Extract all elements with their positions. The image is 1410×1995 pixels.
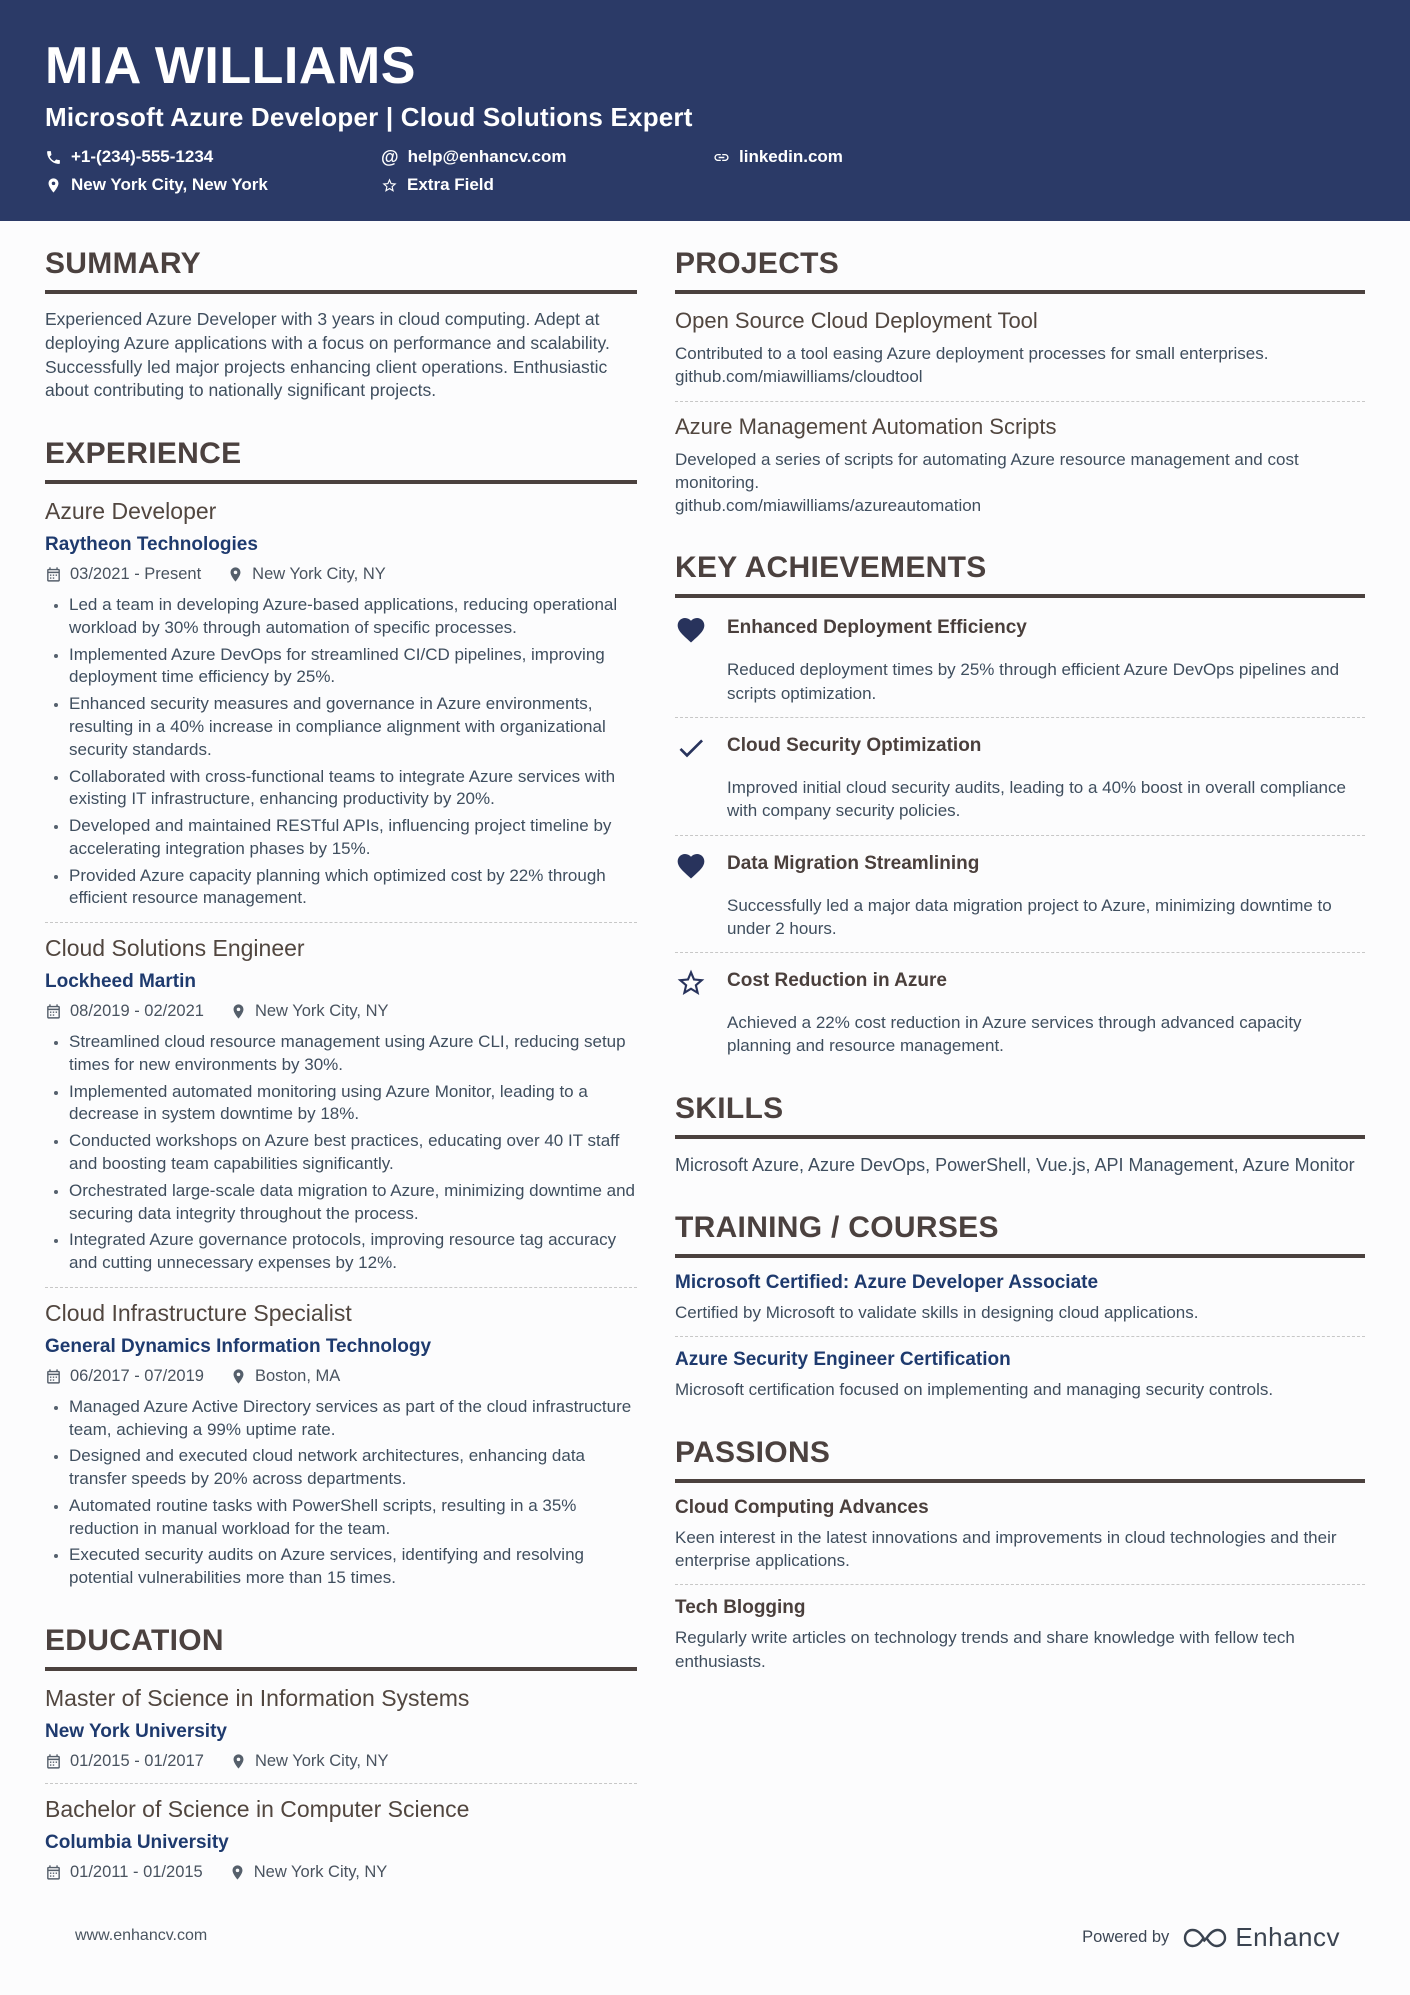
project-title: Azure Management Automation Scripts [675, 413, 1057, 439]
job-bullet: • Conducted workshops on Azure best practices, educating over 40 IT staff and boosting team capabilities significantly. [69, 1130, 637, 1176]
contact-email[interactable] [381, 147, 713, 167]
star-icon [381, 177, 398, 194]
degree-location-label: New York City, NY [253, 1862, 388, 1881]
candidate-headline: Microsoft Azure Developer | Cloud Solutions Expert [45, 102, 693, 132]
experience-entry [45, 935, 637, 1275]
entry-divider [45, 1287, 637, 1288]
at-icon: @ [381, 147, 399, 167]
achievement-entry [675, 965, 1365, 1058]
achievement-title: Data Migration Streamlining [727, 852, 980, 874]
summary-text: Experienced Azure Developer with 3 years in cloud computing. Adept at deploying Azure applications with a focus on performance and scalability. Successfully led major projects enhancing client operations. Enthusiastic about contributing to nationally significant projects. [45, 309, 610, 401]
contact-linkedin-label: linkedin.com [739, 147, 843, 166]
project-entry [675, 308, 1365, 389]
heart-icon [675, 848, 727, 887]
contact-phone [45, 147, 381, 167]
job-bullet: • Led a team in developing Azure-based applications, reducing operational workload by 30% through automation of specific processes. [69, 594, 637, 640]
job-bullet: • Automated routine tasks with PowerShell scripts, resulting in a 35% reduction in manual workload for the team. [69, 1495, 637, 1541]
achievements-section [675, 551, 1365, 1057]
course-title: Microsoft Certified: Azure Developer Associate [675, 1272, 1099, 1294]
contact-linkedin[interactable] [713, 147, 1365, 167]
enhancv-brand[interactable] [1183, 1922, 1340, 1953]
project-title: Open Source Cloud Deployment Tool [675, 308, 1038, 333]
passions-section [675, 1436, 1365, 1673]
passion-title: Cloud Computing Advances [675, 1496, 929, 1518]
job-bullet: • Collaborated with cross-functional teams to integrate Azure services with existing IT infrastructure, enhancing productivity by 20%. [69, 766, 637, 812]
contact-extra-label: Extra Field [407, 175, 494, 194]
passion-title: Tech Blogging [675, 1597, 806, 1619]
location-icon [45, 177, 62, 194]
course-description: Certified by Microsoft to validate skills in designing cloud applications. [675, 1303, 1199, 1323]
summary-heading: SUMMARY [45, 247, 637, 294]
job-meta [45, 1002, 637, 1021]
link-icon [713, 149, 730, 166]
location-icon [230, 1368, 247, 1385]
heart-icon [675, 612, 727, 651]
achievement-description: Reduced deployment times by 25% through efficient Azure DevOps pipelines and scripts optimization. [727, 660, 1340, 703]
star-outline-icon [675, 965, 727, 1004]
project-entry [675, 414, 1365, 518]
project-description [675, 342, 1365, 389]
summary-section [45, 247, 637, 403]
job-location-label: New York City, NY [252, 565, 386, 584]
enhancv-logo-icon [1183, 1923, 1227, 1953]
job-location [227, 565, 386, 584]
achievement-description: Achieved a 22% cost reduction in Azure services through advanced capacity planning and resource management. [727, 1013, 1302, 1056]
job-bullet: • Integrated Azure governance protocols, improving resource tag accuracy and cutting unnecessary expenses by 12%. [69, 1229, 637, 1275]
course-description: Microsoft certification focused on implementing and managing security controls. [675, 1380, 1274, 1400]
degree-location-label: New York City, NY [254, 1751, 389, 1770]
job-bullet: • Developed and maintained RESTful APIs, influencing project timeline by accelerating integration phases by 15%. [69, 815, 637, 861]
skills-list: Microsoft Azure, Azure DevOps, PowerShell, Vue.js, API Management, Azure Monitor [675, 1154, 1355, 1175]
degree-school: New York University [45, 1720, 227, 1742]
passion-entry [675, 1597, 1365, 1673]
entry-divider [675, 952, 1365, 953]
job-location-label: New York City, NY [254, 1002, 389, 1021]
job-meta [45, 1367, 637, 1386]
job-bullet: • Managed Azure Active Directory services as part of the cloud infrastructure team, achieving a 99% uptime rate. [69, 1396, 637, 1442]
course-entry [675, 1272, 1365, 1324]
job-title: Cloud Solutions Engineer [45, 935, 305, 962]
achievement-description: Improved initial cloud security audits, leading to a 40% boost in overall compliance with company security policies. [727, 777, 1346, 821]
degree-title: Bachelor of Science in Computer Science [45, 1795, 470, 1822]
projects-heading: PROJECTS [675, 247, 1365, 294]
project-link[interactable]: github.com/miawilliams/azureautomation [675, 496, 982, 516]
degree-meta [45, 1863, 637, 1882]
powered-by-label: Powered by [1082, 1928, 1170, 1946]
resume-header [0, 0, 1410, 221]
training-section [675, 1211, 1365, 1402]
entry-divider [45, 1783, 637, 1784]
phone-icon [45, 149, 62, 166]
calendar-icon [45, 566, 62, 583]
job-bullets [45, 1396, 637, 1590]
entry-divider [675, 401, 1365, 402]
job-location-label: Boston, MA [254, 1366, 341, 1385]
skills-section [675, 1092, 1365, 1177]
location-icon [230, 1753, 247, 1770]
contact-email-label: help@enhancv.com [407, 147, 567, 166]
candidate-name: MIA WILLIAMS [45, 37, 416, 95]
job-bullet: • Implemented automated monitoring using Azure Monitor, leading to a decrease in system downtime by 18%. [69, 1081, 637, 1127]
entry-divider [675, 1584, 1365, 1585]
job-dates-label: 08/2019 - 02/2021 [70, 1002, 204, 1021]
job-company: General Dynamics Information Technology [45, 1335, 432, 1357]
location-icon [227, 566, 244, 583]
degree-dates [45, 1863, 203, 1882]
achievement-entry [675, 848, 1365, 941]
achievement-title: Enhanced Deployment Efficiency [727, 617, 1027, 639]
footer-branding[interactable] [1082, 1922, 1340, 1953]
entry-divider [675, 835, 1365, 836]
passion-description: Keen interest in the latest innovations and improvements in cloud technologies and their enterprise applications. [675, 1527, 1337, 1570]
job-title: Azure Developer [45, 498, 217, 525]
degree-title: Master of Science in Information Systems [45, 1684, 470, 1711]
contact-location [45, 175, 381, 195]
passion-entry [675, 1497, 1365, 1573]
job-dates-label: 06/2017 - 07/2019 [70, 1366, 204, 1385]
project-description-text: Developed a series of scripts for automating Azure resource management and cost monitoring. [675, 449, 1299, 492]
passion-description: Regularly write articles on technology trends and share knowledge with fellow tech enthusiasts. [675, 1628, 1295, 1671]
job-location [230, 1367, 340, 1386]
education-entry [45, 1685, 637, 1771]
contact-grid [45, 147, 1365, 195]
job-location [230, 1002, 389, 1021]
course-title: Azure Security Engineer Certification [675, 1349, 1011, 1371]
right-column [675, 247, 1365, 1916]
entry-divider [45, 922, 637, 923]
education-heading: EDUCATION [45, 1624, 637, 1671]
location-icon [229, 1864, 246, 1881]
training-heading: TRAINING / COURSES [675, 1211, 1365, 1258]
enhancv-brand-name: Enhancv [1235, 1922, 1340, 1952]
degree-meta [45, 1752, 637, 1771]
job-bullets [45, 1031, 637, 1275]
education-section [45, 1624, 637, 1882]
job-bullet: • Implemented Azure DevOps for streamlined CI/CD pipelines, improving deployment time efficiency by 25%. [69, 644, 637, 690]
left-column [45, 247, 637, 1916]
job-bullet: • Provided Azure capacity planning which optimized cost by 22% through efficient resource management. [69, 865, 637, 911]
job-meta [45, 565, 637, 584]
calendar-icon [45, 1864, 62, 1881]
achievement-description: Successfully led a major data migration project to Azure, minimizing downtime to under 2 hours. [727, 895, 1332, 938]
achievement-title: Cloud Security Optimization [727, 734, 982, 756]
contact-extra-field [381, 175, 713, 195]
check-icon [675, 730, 727, 769]
job-dates-label: 03/2021 - Present [70, 565, 202, 584]
entry-divider [675, 1336, 1365, 1337]
achievements-heading: KEY ACHIEVEMENTS [675, 551, 1365, 598]
passions-heading: PASSIONS [675, 1436, 1365, 1483]
degree-location [230, 1752, 389, 1771]
degree-dates-label: 01/2011 - 01/2015 [70, 1862, 203, 1881]
skills-heading: SKILLS [675, 1092, 1365, 1139]
job-bullet: • Orchestrated large-scale data migration to Azure, minimizing downtime and securing data integrity throughout the process. [69, 1180, 637, 1226]
education-entry [45, 1796, 637, 1882]
job-bullets [45, 594, 637, 910]
project-description [675, 448, 1365, 518]
achievement-entry [675, 730, 1365, 823]
entry-divider [675, 717, 1365, 718]
degree-dates [45, 1752, 204, 1771]
job-dates [45, 565, 201, 584]
experience-entry [45, 1300, 637, 1590]
calendar-icon [45, 1368, 62, 1385]
contact-phone-label: +1-(234)-555-1234 [71, 147, 214, 166]
course-entry [675, 1349, 1365, 1401]
resume-body [0, 221, 1410, 1916]
experience-heading: EXPERIENCE [45, 437, 637, 484]
projects-section [675, 247, 1365, 517]
achievement-title: Cost Reduction in Azure [727, 970, 947, 992]
location-icon [230, 1003, 247, 1020]
contact-location-label: New York City, New York [71, 175, 268, 194]
experience-section [45, 437, 637, 1590]
job-company: Raytheon Technologies [45, 534, 258, 556]
calendar-icon [45, 1003, 62, 1020]
project-link[interactable]: github.com/miawilliams/cloudtool [675, 367, 923, 387]
project-description-text: Contributed to a tool easing Azure deployment processes for small enterprises. [675, 344, 1269, 363]
job-bullet: • Executed security audits on Azure services, identifying and resolving potential vulnerabilities more than 15 times. [69, 1544, 637, 1590]
degree-dates-label: 01/2015 - 01/2017 [70, 1751, 204, 1770]
job-dates [45, 1002, 204, 1021]
calendar-icon [45, 1753, 62, 1770]
achievement-entry [675, 612, 1365, 705]
degree-school: Columbia University [45, 1831, 229, 1853]
job-bullet: • Enhanced security measures and governance in Azure environments, resulting in a 40% increase in compliance alignment with organizational security standards. [69, 693, 637, 761]
job-dates [45, 1367, 204, 1386]
degree-location [229, 1863, 388, 1882]
footer-site-url[interactable]: www.enhancv.com [75, 1927, 208, 1944]
job-title: Cloud Infrastructure Specialist [45, 1299, 352, 1326]
experience-entry [45, 498, 637, 910]
job-bullet: • Streamlined cloud resource management using Azure CLI, reducing setup times for new environments by 30%. [69, 1031, 637, 1077]
job-company: Lockheed Martin [45, 971, 196, 993]
job-bullet: • Designed and executed cloud network architectures, enhancing data transfer speeds by 20% across departments. [69, 1445, 637, 1491]
